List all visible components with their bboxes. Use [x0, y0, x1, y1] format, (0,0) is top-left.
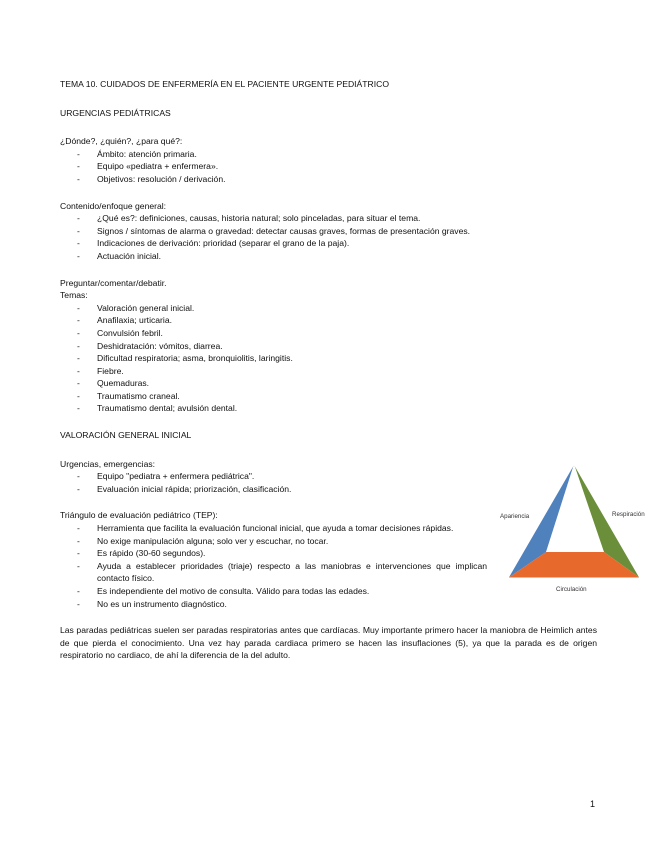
list-item: - ¿Qué es?: definiciones, causas, historia natural; solo pinceladas, para situar el tema. [60, 212, 600, 225]
list-item: - Traumatismo dental; avulsión dental. [60, 402, 600, 415]
label-apariencia: Apariencia [500, 513, 530, 520]
list-item: - Signos / síntomas de alarma o gravedad: detectar causas graves, formas de presentación graves. [60, 225, 600, 238]
list-item: - Evaluación inicial rápida; priorización, clasificación. [60, 483, 600, 496]
list-item: - Traumatismo craneal. [60, 390, 600, 403]
content-heading: Contenido/enfoque general: [60, 200, 167, 211]
temas-heading: Temas: [60, 290, 88, 301]
list-item: - No exige manipulación alguna; solo ver y escuchar, no tocar. [60, 535, 487, 548]
content-list [60, 212, 600, 262]
tep-triangle-svg [492, 460, 652, 600]
final-paragraph: Las paradas pediátricas suelen ser paradas respiratorias antes que cardíacas. Muy importante primero hacer la maniobra de Heimlich antes de que pierda el conocimiento. Una vez hay parada cardiaca primero se hacen las insuflaciones (5), ya que la parada es de origen respiratorio no cardiaco, de ahí la diferencia de la del adulto. [60, 625, 597, 661]
urgencias-heading: Urgencias, emergencias: [60, 458, 156, 469]
debate-heading: Preguntar/comentar/debatir. [60, 277, 167, 288]
list-item: - Quemaduras. [60, 377, 600, 390]
tep-heading: Triángulo de evaluación pediátrico (TEP): [60, 510, 218, 521]
label-circulacion: Circulación [556, 586, 587, 593]
list-item: - Objetivos: resolución / derivación. [60, 173, 600, 186]
questions-list [60, 148, 600, 186]
list-item: - Equipo "pediatra + enfermera pediátrica". [60, 470, 600, 483]
list-item: - Ayuda a establecer prioridades (triaje) respecto a las maniobras e intervenciones que implican contacto físico. [60, 560, 487, 585]
questions-heading: ¿Dónde?, ¿quién?, ¿para qué?: [60, 136, 183, 147]
document-title: TEMA 10. CUIDADOS DE ENFERMERÍA EN EL PACIENTE URGENTE PEDIÁTRICO [60, 79, 390, 89]
page-number: 1 [590, 799, 596, 809]
list-item: - Equipo «pediatra + enfermera». [60, 160, 600, 173]
list-item: - Actuación inicial. [60, 250, 600, 263]
list-item: - Fiebre. [60, 365, 600, 378]
list-item: - Herramienta que facilita la evaluación funcional inicial, que ayuda a tomar decisiones rápidas. [60, 522, 487, 535]
list-item: - No es un instrumento diagnóstico. [60, 598, 487, 611]
label-respiracion: Respiración [612, 511, 645, 518]
temas-list [60, 302, 600, 415]
list-item: - Anafilaxia; urticaria. [60, 314, 600, 327]
section-heading-urgencias: URGENCIAS PEDIÁTRICAS [60, 107, 171, 118]
list-item: - Indicaciones de derivación: prioridad (separar el grano de la paja). [60, 237, 600, 250]
list-item: - Dificultad respiratoria; asma, bronquiolitis, laringitis. [60, 352, 600, 365]
list-item: - Es rápido (30-60 segundos). [60, 547, 487, 560]
list-item: - Ámbito: atención primaria. [60, 148, 600, 161]
list-item: - Convulsión febril. [60, 327, 600, 340]
list-item: - Deshidratación: vómitos, diarrea. [60, 340, 600, 353]
tep-triangle-diagram [492, 460, 652, 600]
list-item: - Es independiente del motivo de consulta. Válido para todas las edades. [60, 585, 487, 598]
section-heading-valoracion: VALORACIÓN GENERAL INICIAL [60, 430, 192, 441]
list-item: - Valoración general inicial. [60, 302, 600, 315]
